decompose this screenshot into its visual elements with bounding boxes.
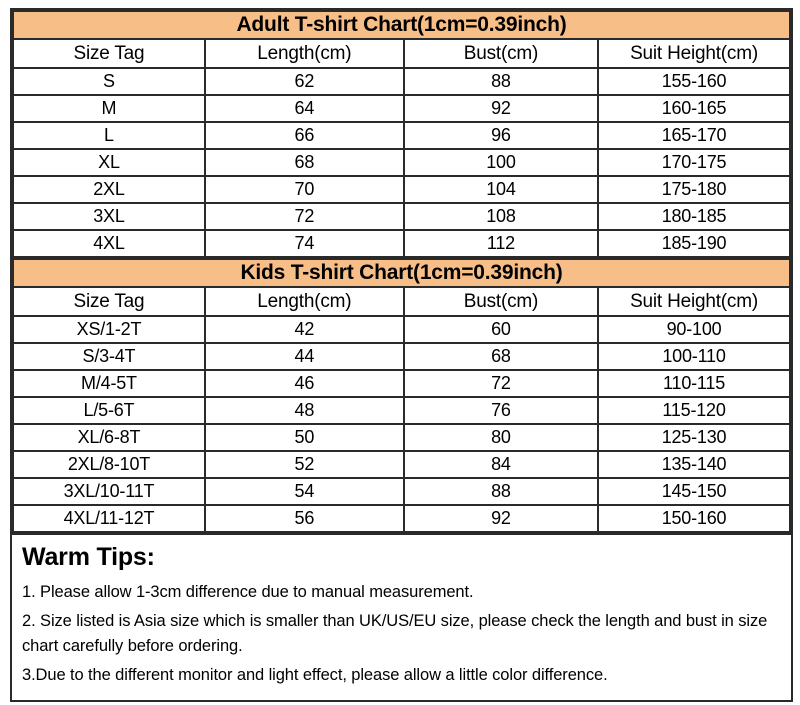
table-cell: 80 xyxy=(404,424,598,451)
warm-tips-heading: Warm Tips: xyxy=(22,543,155,571)
table-cell: 62 xyxy=(205,68,404,95)
table-row xyxy=(13,176,790,203)
table-cell: 185-190 xyxy=(598,230,790,257)
warm-tip: 2. Size listed is Asia size which is smaller than UK/US/EU size, please check the length and bust in size chart carefully before ordering. xyxy=(22,612,768,655)
table-cell: M xyxy=(13,95,205,122)
table-cell: 115-120 xyxy=(598,397,790,424)
table-cell: 3XL xyxy=(13,203,205,230)
table-row xyxy=(13,505,790,532)
table-cell: 56 xyxy=(205,505,404,532)
adult-chart-title: Adult T-shirt Chart(1cm=0.39inch) xyxy=(13,11,790,39)
warm-tips-list xyxy=(22,580,781,688)
table-cell: 3XL/10-11T xyxy=(13,478,205,505)
kids-chart-title-row xyxy=(13,259,790,287)
table-cell: 68 xyxy=(404,343,598,370)
table-cell: 46 xyxy=(205,370,404,397)
column-header: Length(cm) xyxy=(205,39,404,68)
column-header: Bust(cm) xyxy=(404,39,598,68)
table-cell: 150-160 xyxy=(598,505,790,532)
table-cell: 100-110 xyxy=(598,343,790,370)
column-header: Size Tag xyxy=(13,287,205,316)
warm-tips-section xyxy=(12,533,791,700)
table-cell: XS/1-2T xyxy=(13,316,205,343)
adult-size-chart-table xyxy=(12,10,791,258)
table-cell: 2XL/8-10T xyxy=(13,451,205,478)
table-cell: 4XL xyxy=(13,230,205,257)
table-row xyxy=(13,397,790,424)
table-cell: S/3-4T xyxy=(13,343,205,370)
table-cell: 104 xyxy=(404,176,598,203)
table-cell: 108 xyxy=(404,203,598,230)
table-row xyxy=(13,122,790,149)
kids-size-chart-table xyxy=(12,258,791,533)
table-row xyxy=(13,451,790,478)
table-row xyxy=(13,149,790,176)
table-cell: 160-165 xyxy=(598,95,790,122)
kids-chart-header-row xyxy=(13,287,790,316)
table-cell: 68 xyxy=(205,149,404,176)
kids-chart-title: Kids T-shirt Chart(1cm=0.39inch) xyxy=(13,259,790,287)
table-cell: 88 xyxy=(404,68,598,95)
table-cell: 145-150 xyxy=(598,478,790,505)
table-cell: 44 xyxy=(205,343,404,370)
table-cell: 72 xyxy=(205,203,404,230)
table-cell: 90-100 xyxy=(598,316,790,343)
size-chart-sheet xyxy=(10,8,793,702)
table-cell: 180-185 xyxy=(598,203,790,230)
table-cell: 48 xyxy=(205,397,404,424)
column-header: Size Tag xyxy=(13,39,205,68)
table-cell: 52 xyxy=(205,451,404,478)
table-cell: 54 xyxy=(205,478,404,505)
table-row xyxy=(13,95,790,122)
table-cell: 92 xyxy=(404,505,598,532)
table-row xyxy=(13,230,790,257)
adult-chart-body xyxy=(13,68,790,257)
table-cell: 92 xyxy=(404,95,598,122)
column-header: Bust(cm) xyxy=(404,287,598,316)
table-cell: 4XL/11-12T xyxy=(13,505,205,532)
table-cell: 100 xyxy=(404,149,598,176)
column-header: Suit Height(cm) xyxy=(598,287,790,316)
table-cell: 125-130 xyxy=(598,424,790,451)
table-cell: 84 xyxy=(404,451,598,478)
table-cell: 50 xyxy=(205,424,404,451)
table-cell: 66 xyxy=(205,122,404,149)
table-cell: 70 xyxy=(205,176,404,203)
table-row xyxy=(13,68,790,95)
adult-chart-header-row xyxy=(13,39,790,68)
table-cell: M/4-5T xyxy=(13,370,205,397)
table-cell: L/5-6T xyxy=(13,397,205,424)
table-row xyxy=(13,203,790,230)
table-cell: 64 xyxy=(205,95,404,122)
table-cell: 112 xyxy=(404,230,598,257)
table-row xyxy=(13,478,790,505)
table-row xyxy=(13,424,790,451)
table-cell: 72 xyxy=(404,370,598,397)
table-cell: 88 xyxy=(404,478,598,505)
column-header: Length(cm) xyxy=(205,287,404,316)
warm-tip: 1. Please allow 1-3cm difference due to manual measurement. xyxy=(22,583,474,601)
table-cell: 165-170 xyxy=(598,122,790,149)
table-cell: 60 xyxy=(404,316,598,343)
table-cell: 155-160 xyxy=(598,68,790,95)
table-row xyxy=(13,343,790,370)
kids-chart-body xyxy=(13,316,790,532)
table-cell: 42 xyxy=(205,316,404,343)
table-cell: 74 xyxy=(205,230,404,257)
table-cell: 76 xyxy=(404,397,598,424)
table-cell: XL/6-8T xyxy=(13,424,205,451)
table-cell: 2XL xyxy=(13,176,205,203)
table-cell: 175-180 xyxy=(598,176,790,203)
table-cell: XL xyxy=(13,149,205,176)
table-cell: L xyxy=(13,122,205,149)
column-header: Suit Height(cm) xyxy=(598,39,790,68)
table-cell: 96 xyxy=(404,122,598,149)
table-cell: 135-140 xyxy=(598,451,790,478)
table-row xyxy=(13,370,790,397)
table-cell: 110-115 xyxy=(598,370,790,397)
warm-tip: 3.Due to the different monitor and light effect, please allow a little color difference. xyxy=(22,666,608,684)
table-cell: S xyxy=(13,68,205,95)
table-row xyxy=(13,316,790,343)
table-cell: 170-175 xyxy=(598,149,790,176)
adult-chart-title-row xyxy=(13,11,790,39)
